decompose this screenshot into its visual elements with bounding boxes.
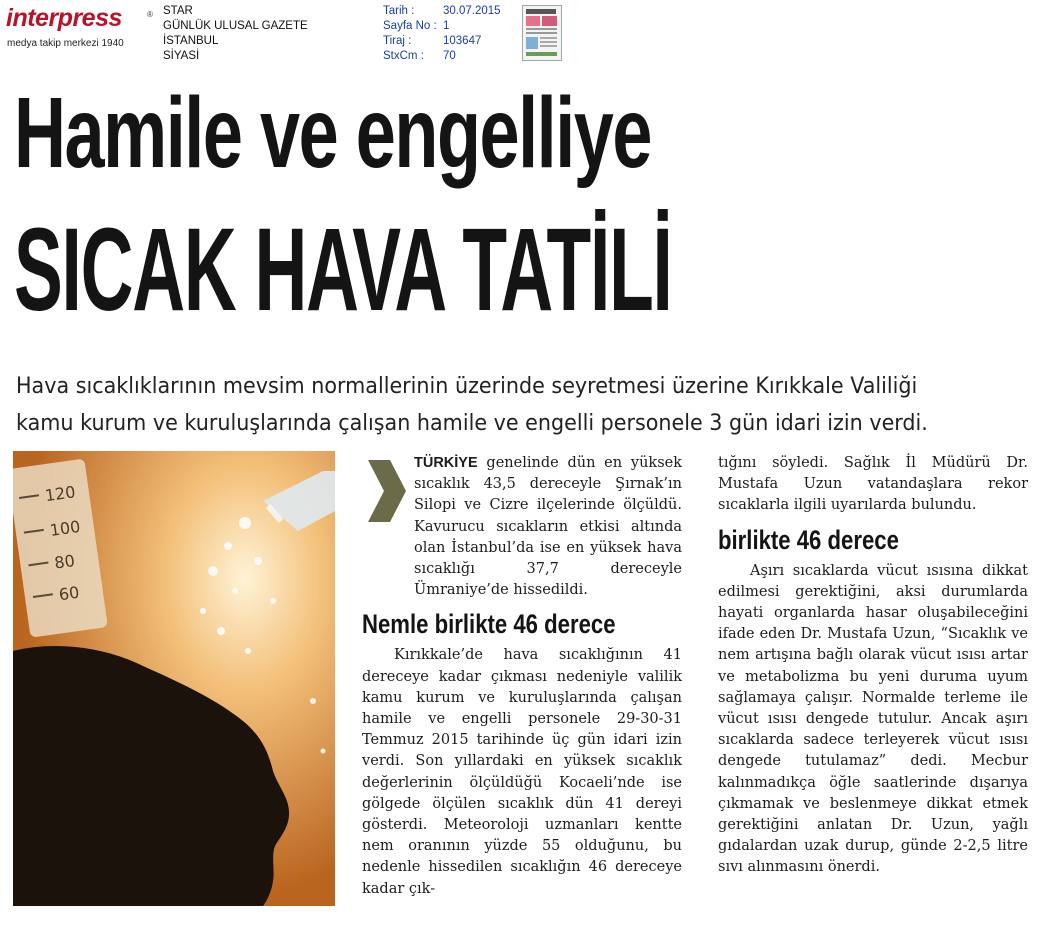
article-paragraph-2: Kırıkkale’de hava sıcaklığının 41 dereceye kadar çıkması nedeniyle valilik kamu kurum ve kuruluşlarında çalışan hamile ve engelli personele 29-30-31 Temmuz 2015 tarihinde üç gün idari izin verdi. Son yıllardaki en yüksek sıcaklık değerlerinin ölçüldüğü Kocaeli’nde ise gölgede ölçülen sıcaklık dün 41 dereyi gösterdi. Meteoroloji uzmanları kentte nem oranının yüzde 55 olduğunu, bu nedenle hissedilen sıcaklığın 46 dereceye kadar çık- xyxy=(362,647,682,897)
deck-line-1: Hava sıcaklıklarının mevsim normallerinin üzerinde seyretmesi üzerine Kırıkkale Valiliği xyxy=(16,374,918,399)
article-photo xyxy=(13,451,335,906)
lead-word: TÜRKİYE xyxy=(414,455,478,471)
photo-illustration xyxy=(13,451,335,906)
clipping-details xyxy=(383,4,501,64)
article-column-2 xyxy=(718,453,1028,879)
detail-row-circulation: Tiraj : 103647 xyxy=(383,35,482,47)
article-lead-paragraph: TÜRKİYE genelinde dün en yüksek sıcaklık 43,5 dereceyle Şırnak’ın Silopi ve Cizre ilçelerinde ölçüldü. Kavurucu sıcakların etkisi altında olan İstanbul’da ise en yüksek hava sıcaklığı 37,7 dereceyle Ümraniye’de hissedildi. xyxy=(414,455,682,599)
headline-line-2: SICAK HAVA TATİLİ xyxy=(14,204,672,336)
logo-wordmark: interpress xyxy=(6,4,122,32)
interpress-logo xyxy=(6,4,156,52)
detail-row-date: Tarih : 30.07.2015 xyxy=(383,5,501,17)
logo-registered-mark: ® xyxy=(147,10,153,19)
publication-city: İSTANBUL xyxy=(163,35,219,47)
thermometer-tick-label: 80 xyxy=(53,550,77,573)
thermometer-tick-label: 100 xyxy=(48,516,82,540)
page-thumbnail[interactable] xyxy=(522,5,562,61)
publication-name: STAR xyxy=(163,5,193,17)
thermometer-tick-label: 120 xyxy=(43,482,77,506)
publication-type: GÜNLÜK ULUSAL GAZETE xyxy=(163,20,308,32)
publication-info xyxy=(163,4,308,64)
detail-row-stxcm: StxCm : 70 xyxy=(383,50,456,62)
article-paragraph-4: Aşırı sıcaklarda vücut ısısına dikkat edilmesi gerektiğini, aksi durumlarda hayati organlarda hasar oluşabileceğini ifade eden Dr. Mustafa Uzun, “Sıcaklık ve nem artışına bağlı olarak vücut ısısı artar ve metabolizma bu yeni duruma uyum sağlamaya çalışır. Normalde terleme ile vücut ısısı dengede tutulur. Ancak aşırı sıcaklarda sadece terleyerek vücut ısısı dengede tutulamaz” dedi. Mecbur kalınmadıkça öğle saatlerinde dışarıya çıkmamak ve beslenmeye dikkat etmek gerektiğini anlatan Dr. Uzun, yağlı gıdalardan uzak durup, günde 2-2,5 litre sıvı alınmasını önerdi. xyxy=(718,562,1028,876)
article-column-1 xyxy=(362,453,682,900)
article-paragraph-3: tığını söyledi. Sağlık İl Müdürü Dr. Mustafa Uzun vatandaşlara rekor sıcaklarla ilgili uyarılarda bulundu. xyxy=(718,455,1028,514)
deck-line-2: kamu kurum ve kuruluşlarında çalışan hamile ve engelli personele 3 gün idari izin verdi. xyxy=(16,411,928,436)
deck-summary xyxy=(16,368,994,442)
subheading-1: Nemle birlikte 46 derece xyxy=(362,609,616,640)
detail-row-page: Sayfa No : 1 xyxy=(383,20,450,32)
thermometer-tick-label: 60 xyxy=(57,582,81,605)
headline-line-1: Hamile ve engelliye xyxy=(14,77,651,189)
logo-tagline: medya takip merkezi 1940 xyxy=(7,38,124,49)
subheading-2: birlikte 46 derece xyxy=(718,524,899,555)
publication-section: SİYASİ xyxy=(163,50,200,62)
